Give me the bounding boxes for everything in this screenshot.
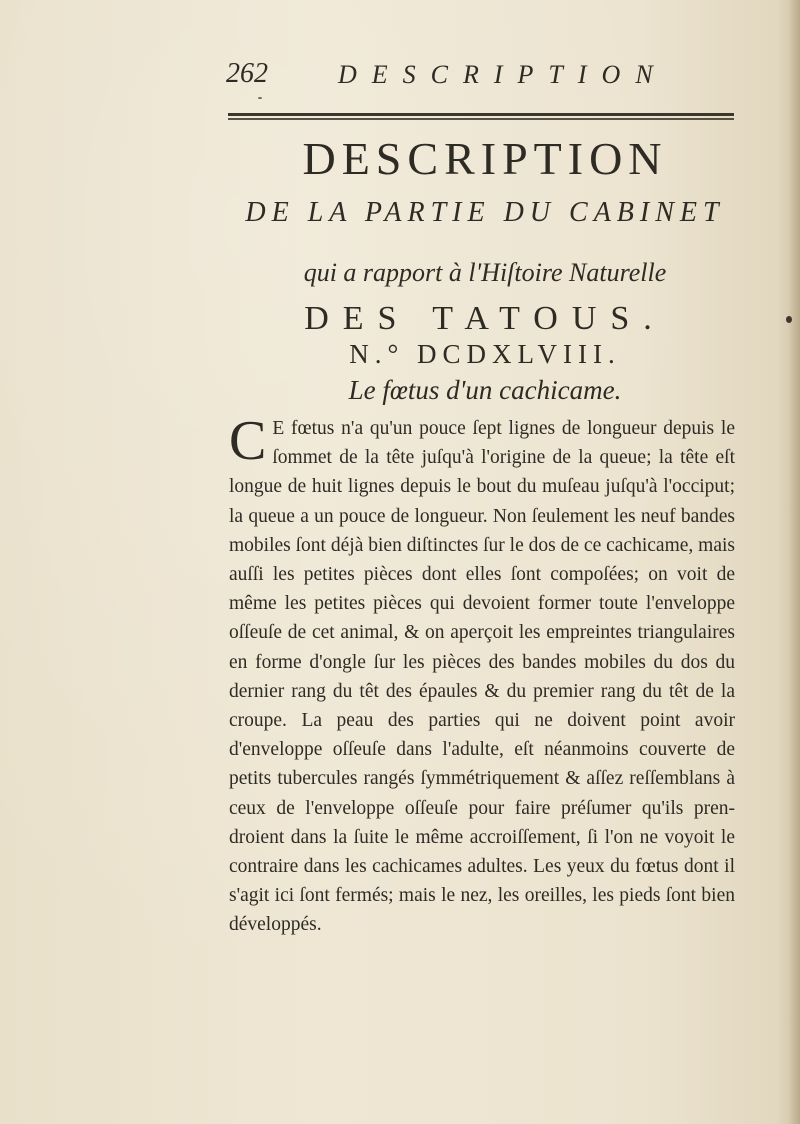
page-number: 262 bbox=[226, 58, 268, 89]
heading-main: DESCRIPTION bbox=[302, 133, 668, 184]
catalogue-number: N.° DCDXLVIII. bbox=[349, 339, 621, 369]
heading-species: DES TATOUS. bbox=[304, 300, 666, 337]
specimen-title: Le fœtus d'un cachicame. bbox=[348, 375, 622, 405]
heading-subtitle: DE LA PARTIE DU CABINET bbox=[245, 197, 725, 228]
body-text: E fœtus n'a qu'un pouce ſept lignes de longueur depuis le ſommet de la tête juſqu'à l'origine de la queue; la tête eſt longue de huit lignes depuis le bout du muſeau juſqu'à l'occiput; la queue a un pouce de longueur. Non ſeulement les neuf bandes mobiles ſont déjà bien diſtinctes ſur le dos de ce cachicame, mais auſſi les petites pièces dont elles ſont compoſées; on voit de même les petites pièces qui devoient former toute l'enveloppe oſſeuſe de cet animal, & on aperçoit les empreintes triangulaires en forme d'ongle ſur les pièces des bandes mobiles du dos du dernier rang du têt des épaules & du premier rang du têt de la croupe. La peau des parties qui ne doivent point avoir d'enveloppe oſſeuſe dans l'adulte, eſt néanmoins couverte de petits tubercules rangés ſymmétriquement & aſſez reſſemblans à ceux de l'enveloppe oſſeuſe pour faire préſumer qu'ils pren-droient dans la ſuite le même accroiſſement, ſi l'on ne voyoit le contraire dans les cachicames adultes. Les yeux du fœtus dont il s'agit ici ſont fermés; mais le nez, les oreilles, les pieds ſont bien développés. bbox=[229, 418, 735, 936]
ink-blot bbox=[786, 316, 792, 323]
running-head bbox=[226, 58, 686, 98]
header-rule-thin bbox=[228, 118, 734, 120]
drop-cap: C bbox=[229, 410, 267, 472]
ink-speck bbox=[258, 97, 262, 99]
body-paragraph bbox=[229, 410, 735, 940]
page-edge-shadow bbox=[788, 0, 800, 1124]
running-title: DESCRIPTION bbox=[338, 60, 668, 89]
header-rule-thick bbox=[228, 113, 734, 116]
heading-subtitle-2: qui a rapport à l'Hiſtoire Naturelle bbox=[303, 258, 667, 287]
